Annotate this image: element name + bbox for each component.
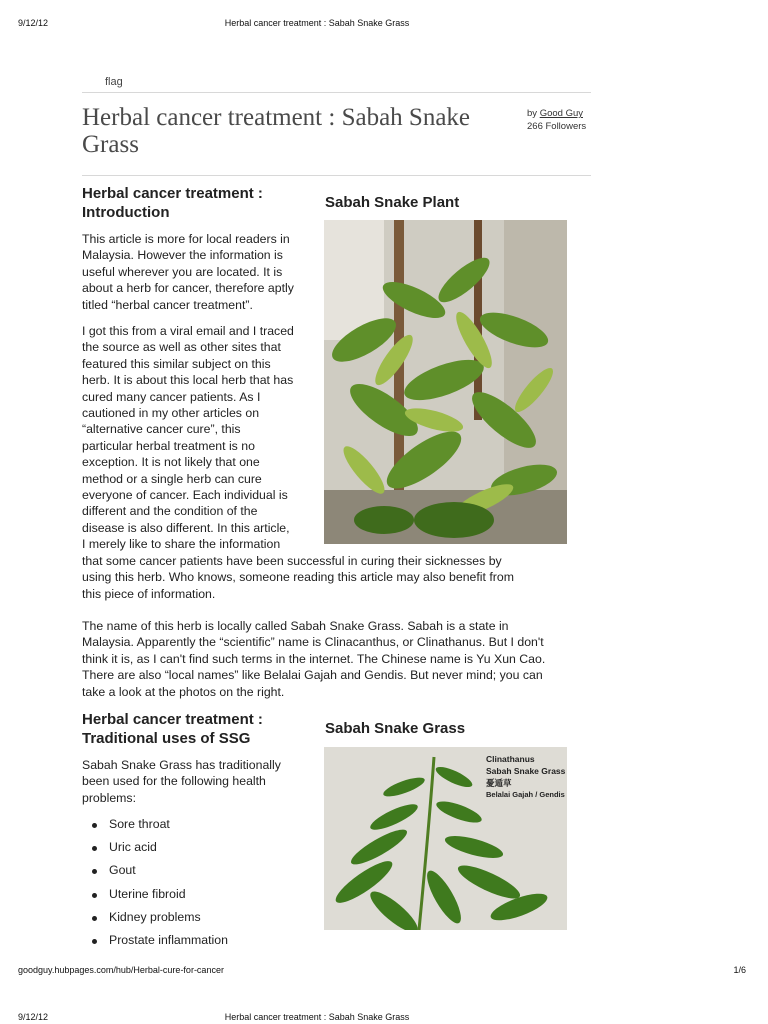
page-number: 1/6 (733, 965, 746, 975)
traditional-uses-heading: Herbal cancer treatment : Traditional uses of SSG (82, 711, 263, 747)
sabah-snake-plant-photo (324, 220, 567, 544)
title-divider (82, 175, 591, 176)
caption-line: Clinathanus (486, 754, 535, 764)
paragraph-line: herb. It is about this local herb that has (82, 373, 294, 388)
intro-heading: Herbal cancer treatment : Introduction (82, 185, 263, 221)
paragraph-line: this piece of information. (82, 586, 216, 601)
top-divider (82, 92, 591, 93)
paragraph-line: the source as well as other sites that (82, 340, 281, 355)
caption-line: Sabah Snake Grass (486, 766, 566, 776)
intro-paragraph-1: This article is more for local readers in Malaysia. However the information is useful wherever you are located. It is about a herb for cancer, therefore aptly titled “herbal cancer treatment”. (82, 232, 294, 312)
photo2-heading: Sabah Snake Grass (325, 720, 466, 737)
paragraph-line: using this herb. Who knows, someone reading this article may also benefit from (82, 570, 514, 585)
list-item: Prostate inflammation (82, 929, 312, 952)
paragraph-line: different and the condition of the (82, 504, 258, 519)
list-item: Uric acid (82, 836, 312, 859)
list-item: Kidney problems (82, 906, 312, 929)
paragraph-line: featured this similar subject on this (82, 356, 271, 371)
author-link[interactable]: Good Guy (539, 108, 583, 119)
list-item: Sore throat (82, 813, 312, 836)
print-date: 9/12/12 (18, 18, 49, 28)
paragraph-line: cured many cancer patients. As I (82, 389, 261, 404)
photo1-heading: Sabah Snake Plant (325, 194, 460, 211)
author-block (527, 107, 586, 133)
paragraph-line: I got this from a viral email and I traced (82, 324, 294, 338)
caption-line: 憂遁草 (486, 778, 512, 788)
paragraph-line: that some cancer patients have been successful in curing their sicknesses by (82, 553, 502, 568)
uses-list (82, 813, 312, 952)
intro-paragraph-3: The name of this herb is locally called Sabah Snake Grass. Sabah is a state in Malaysia. Apparently the “scientific” name is Clinacanthus, or Clinathanus. But I don't think it is, as I can't find such terms in the internet. The Chinese name is Yu Xun Cao. There are also “local names” like Belalai Gajah and Gendis. But never mind; you can take a look at the photos on the right. (82, 619, 546, 699)
next-page-title: Herbal cancer treatment : Sabah Snake Grass (224, 1012, 410, 1022)
print-title: Herbal cancer treatment : Sabah Snake Grass (224, 18, 410, 28)
photo2-caption (486, 753, 565, 801)
flag-link[interactable]: flag (105, 76, 123, 88)
paragraph-line: “alternative cancer cure”, this (82, 422, 241, 437)
list-item: Gout (82, 859, 312, 882)
print-url: goodguy.hubpages.com/hub/Herbal-cure-for-cancer (18, 965, 224, 975)
paragraph-line: disease is also different. In this article, (82, 520, 290, 535)
by-label: by (527, 108, 538, 119)
caption-line: Belalai Gajah / Gendis (486, 790, 565, 799)
paragraph-line: particular herbal treatment is no (82, 438, 255, 453)
paragraph-line: exception. It is not likely that one (82, 455, 260, 470)
paragraph-line: I merely like to share the information (82, 537, 281, 552)
sabah-snake-grass-photo (324, 747, 567, 930)
followers-count: 266 Followers (527, 121, 587, 132)
paragraph-line: cautioned in my other articles on (82, 406, 260, 421)
paragraph-line: method or a single herb can cure (82, 471, 262, 486)
paragraph-line: everyone of cancer. Each individual is (82, 488, 288, 503)
list-item: Uterine fibroid (82, 883, 312, 906)
article-title: Herbal cancer treatment : Sabah Snake Grass (82, 104, 471, 158)
traditional-uses-intro: Sabah Snake Grass has traditionally been used for the following health problems: (82, 758, 281, 805)
next-page-date: 9/12/12 (18, 1012, 49, 1022)
